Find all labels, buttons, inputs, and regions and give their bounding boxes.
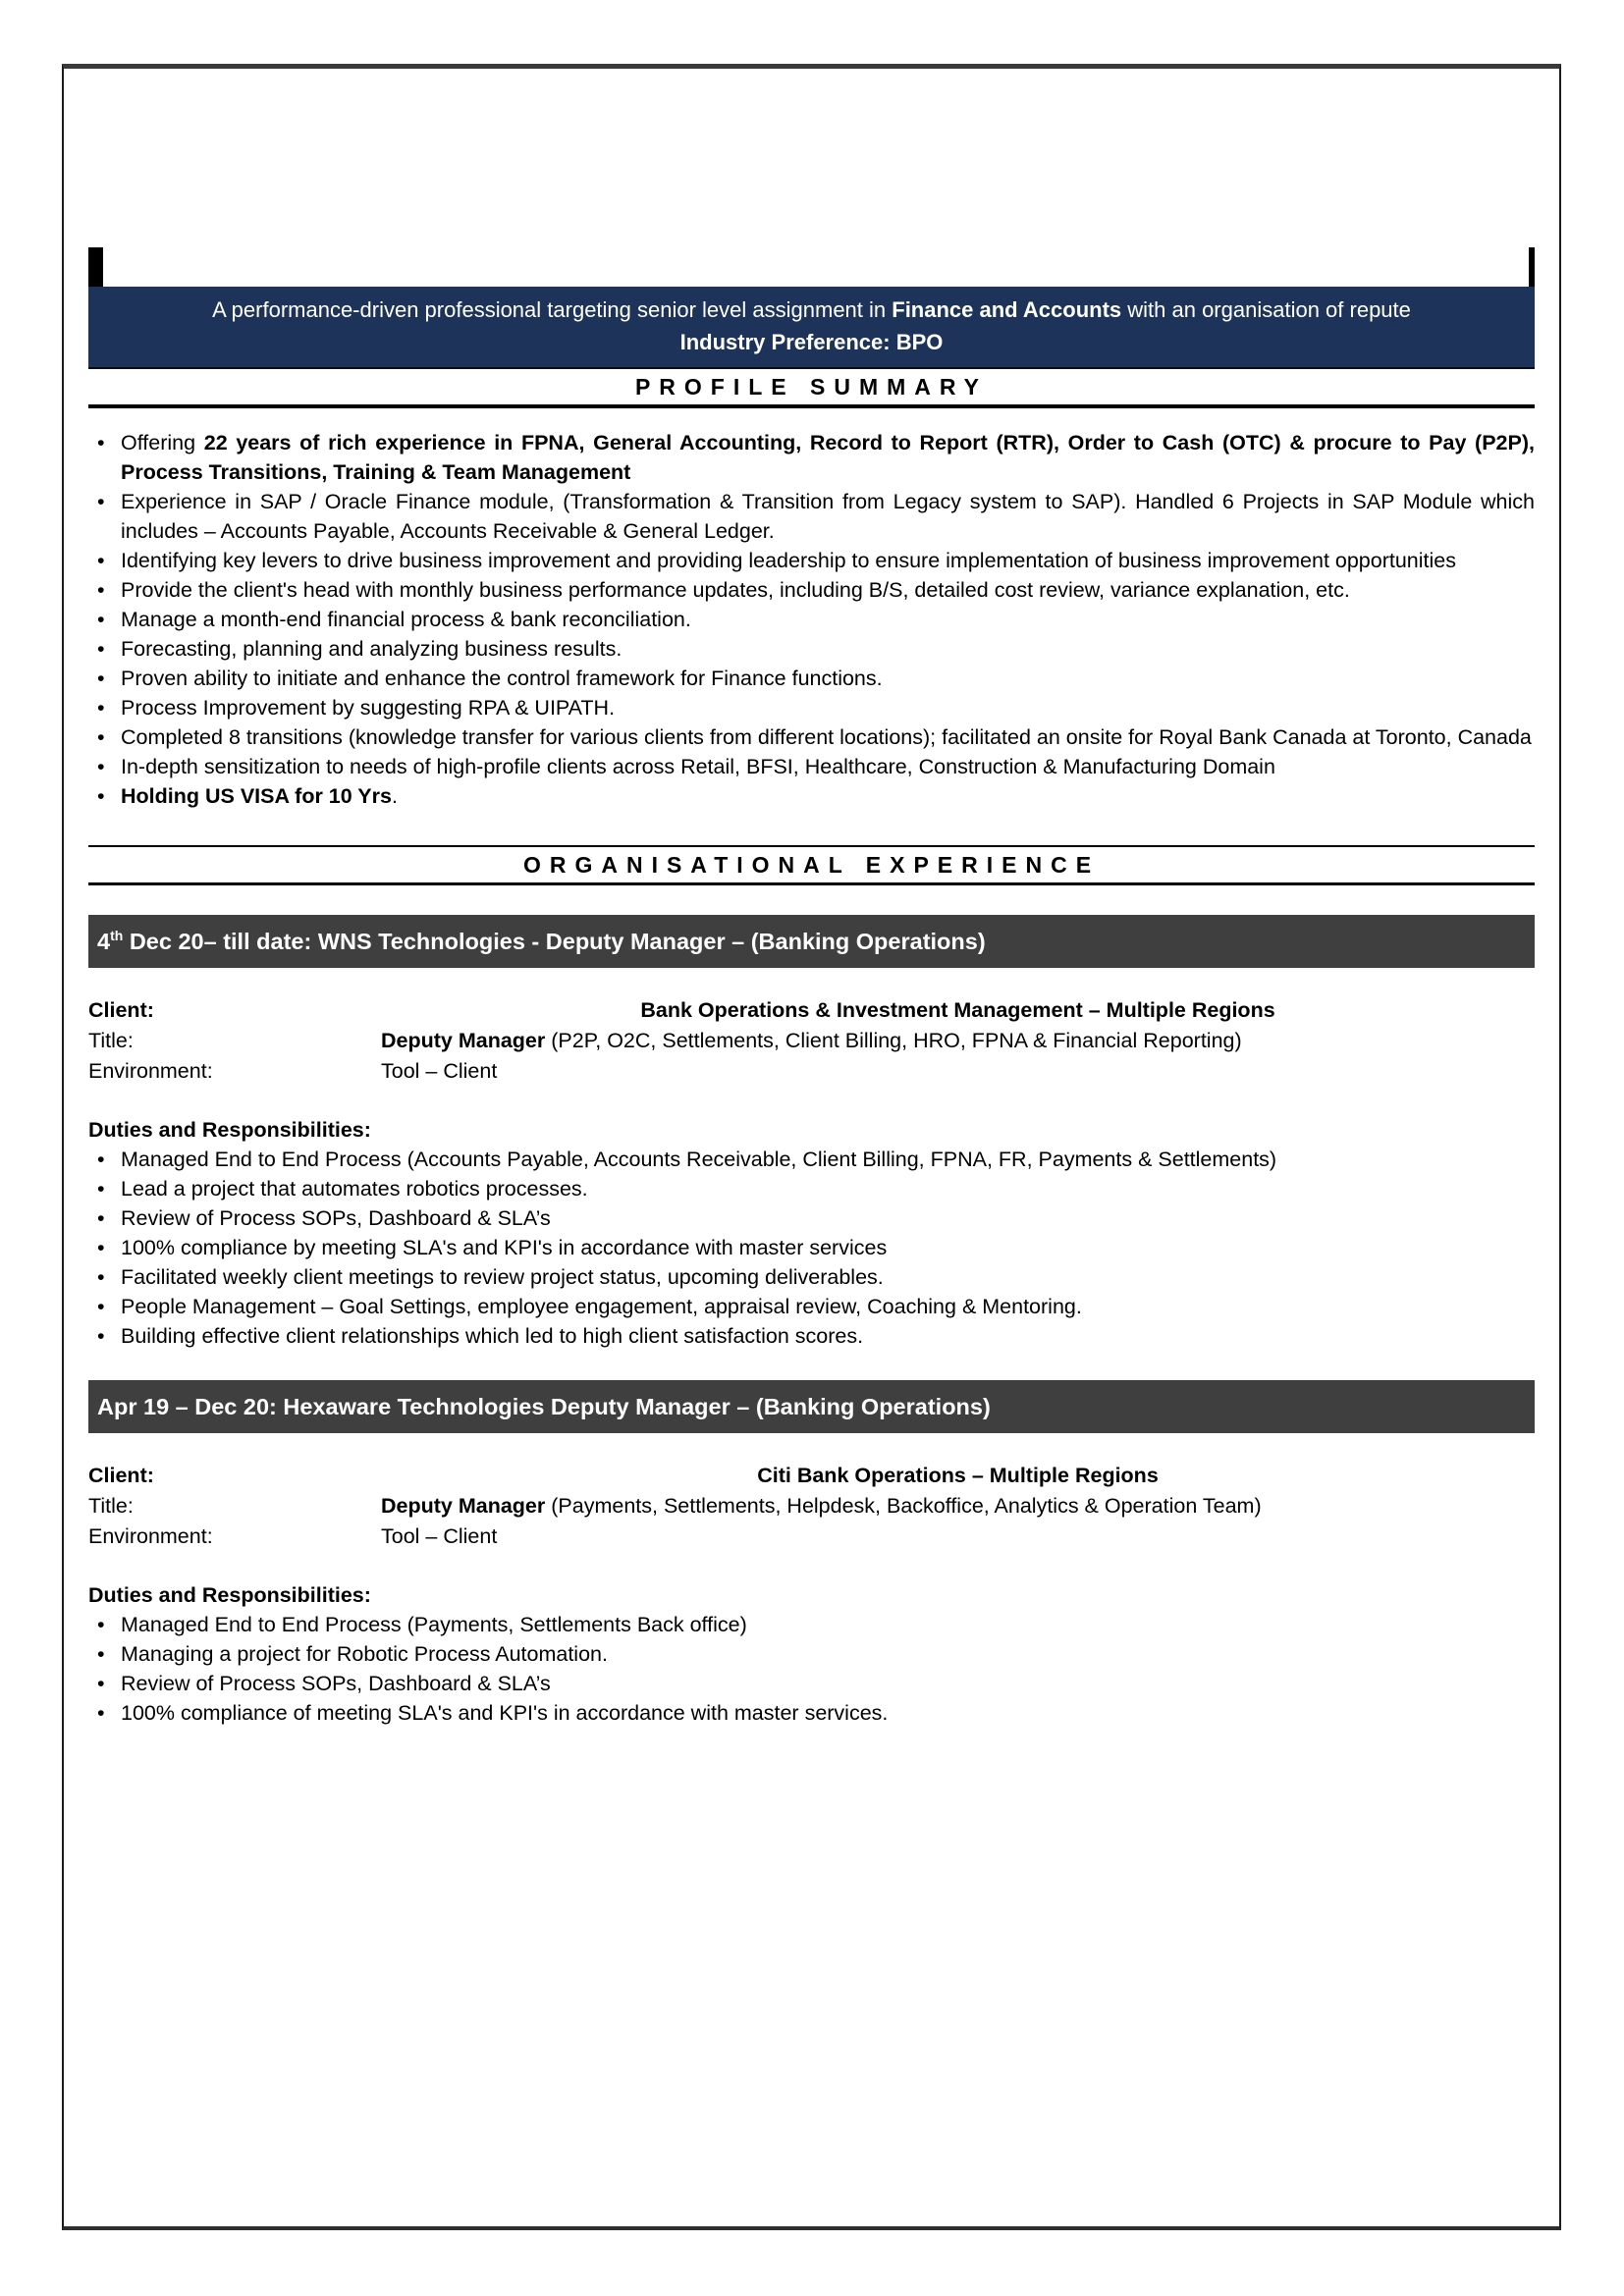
duty-bullet: • Review of Process SOPs, Dashboard & SLA’s [88, 1669, 1535, 1698]
industry-preference: Industry Preference: BPO [679, 330, 944, 354]
title-row [88, 1026, 1535, 1056]
profile-bullet: • Manage a month-end financial process & bank reconciliation. [88, 605, 1535, 634]
duties-list-wns [88, 1145, 1535, 1351]
client-row [88, 1461, 1535, 1491]
duties-heading-hexaware: Duties and Responsibilities: [88, 1583, 371, 1607]
title-label: Title: [88, 1494, 134, 1518]
duties-list-hexaware [88, 1610, 1535, 1728]
duty-bullet: • Review of Process SOPs, Dashboard & SLA’s [88, 1203, 1535, 1233]
duty-bullet: • Building effective client relationships which led to high client satisfaction scores. [88, 1321, 1535, 1351]
title-value: Deputy Manager (P2P, O2C, Settlements, Client Billing, HRO, FPNA & Financial Reporting) [381, 1029, 1242, 1052]
top-whitespace [88, 69, 1535, 247]
artifact-mark-left [88, 247, 103, 287]
environment-value: Tool – Client [381, 1059, 498, 1083]
divider-under-profile-title [88, 404, 1535, 408]
duties-heading-wns: Duties and Responsibilities: [88, 1118, 371, 1142]
client-label: Client: [88, 1464, 154, 1487]
duty-bullet: • People Management – Goal Settings, employee engagement, appraisal review, Coaching & Mentoring. [88, 1292, 1535, 1321]
objective-banner [88, 287, 1535, 367]
environment-row [88, 1056, 1535, 1087]
environment-label: Environment: [88, 1059, 213, 1083]
duty-bullet: • 100% compliance of meeting SLA's and KPI's in accordance with master services. [88, 1698, 1535, 1728]
org-experience-title: ORGANISATIONAL EXPERIENCE [522, 852, 1101, 878]
environment-label: Environment: [88, 1524, 213, 1548]
profile-bullet: • Completed 8 transitions (knowledge transfer for various clients from different locations); facilitated an onsite for Royal Bank Canada at Toronto, Canada [88, 722, 1535, 752]
profile-bullet: • Experience in SAP / Oracle Finance module, (Transformation & Transition from Legacy system to SAP). Handled 6 Projects in SAP Module which includes – Accounts Payable, Accounts Receivable & General Ledger. [88, 487, 1535, 546]
profile-bullet: • Provide the client's head with monthly business performance updates, including B/S, detailed cost review, variance explanation, etc. [88, 575, 1535, 605]
client-value: Citi Bank Operations – Multiple Regions [757, 1464, 1159, 1487]
job-details-hexaware [88, 1461, 1535, 1552]
environment-value: Tool – Client [381, 1524, 498, 1548]
resume-page [62, 64, 1561, 2230]
environment-row [88, 1522, 1535, 1552]
profile-bullet: • Offering 22 years of rich experience in FPNA, General Accounting, Record to Report (RTR), Order to Cash (OTC) & procure to Pay (P2P), Process Transitions, Training & Team Management [88, 428, 1535, 487]
client-label: Client: [88, 998, 154, 1022]
profile-summary-title: PROFILE SUMMARY [634, 374, 989, 400]
duty-bullet: • Managed End to End Process (Payments, Settlements Back office) [88, 1610, 1535, 1639]
title-row [88, 1491, 1535, 1522]
duty-bullet: • Facilitated weekly client meetings to review project status, upcoming deliverables. [88, 1262, 1535, 1292]
artifact-mark-right [1529, 247, 1535, 287]
profile-summary-list [88, 428, 1535, 811]
header-artifact-marks [88, 247, 1535, 287]
duty-bullet: • Managing a project for Robotic Process Automation. [88, 1639, 1535, 1669]
divider-under-banner [88, 367, 1535, 369]
superscript-th: th [110, 928, 124, 944]
job-band-wns: 4th Dec 20– till date: WNS Technologies - Deputy Manager – (Banking Operations) [88, 915, 1535, 968]
duty-bullet: • Lead a project that automates robotics processes. [88, 1174, 1535, 1203]
profile-bullet: • Forecasting, planning and analyzing business results. [88, 634, 1535, 664]
profile-bullet: • Proven ability to initiate and enhance the control framework for Finance functions. [88, 664, 1535, 693]
job-details-wns [88, 995, 1535, 1087]
divider-below-org-title [88, 882, 1535, 885]
profile-bullet: • Process Improvement by suggesting RPA & UIPATH. [88, 693, 1535, 722]
job-band-hexaware: Apr 19 – Dec 20: Hexaware Technologies Deputy Manager – (Banking Operations) [88, 1380, 1535, 1433]
profile-bullet: • Holding US VISA for 10 Yrs. [88, 781, 1535, 811]
title-value: Deputy Manager (Payments, Settlements, Helpdesk, Backoffice, Analytics & Operation Team) [381, 1494, 1262, 1518]
duty-bullet: • Managed End to End Process (Accounts Payable, Accounts Receivable, Client Billing, FPNA, FR, Payments & Settlements) [88, 1145, 1535, 1174]
title-label: Title: [88, 1029, 134, 1052]
objective-text: A performance-driven professional targeting senior level assignment in Finance and Accounts with an organisation of repute [212, 297, 1411, 322]
duty-bullet: • 100% compliance by meeting SLA's and KPI's in accordance with master services [88, 1233, 1535, 1262]
divider-above-org-title [88, 845, 1535, 847]
client-value: Bank Operations & Investment Management – Multiple Regions [640, 998, 1275, 1022]
organisational-experience-section [88, 845, 1535, 1728]
profile-bullet: • In-depth sensitization to needs of high-profile clients across Retail, BFSI, Healthcare, Construction & Manufacturing Domain [88, 752, 1535, 781]
profile-bullet: • Identifying key levers to drive business improvement and providing leadership to ensure implementation of business improvement opportunities [88, 546, 1535, 575]
client-row [88, 995, 1535, 1026]
